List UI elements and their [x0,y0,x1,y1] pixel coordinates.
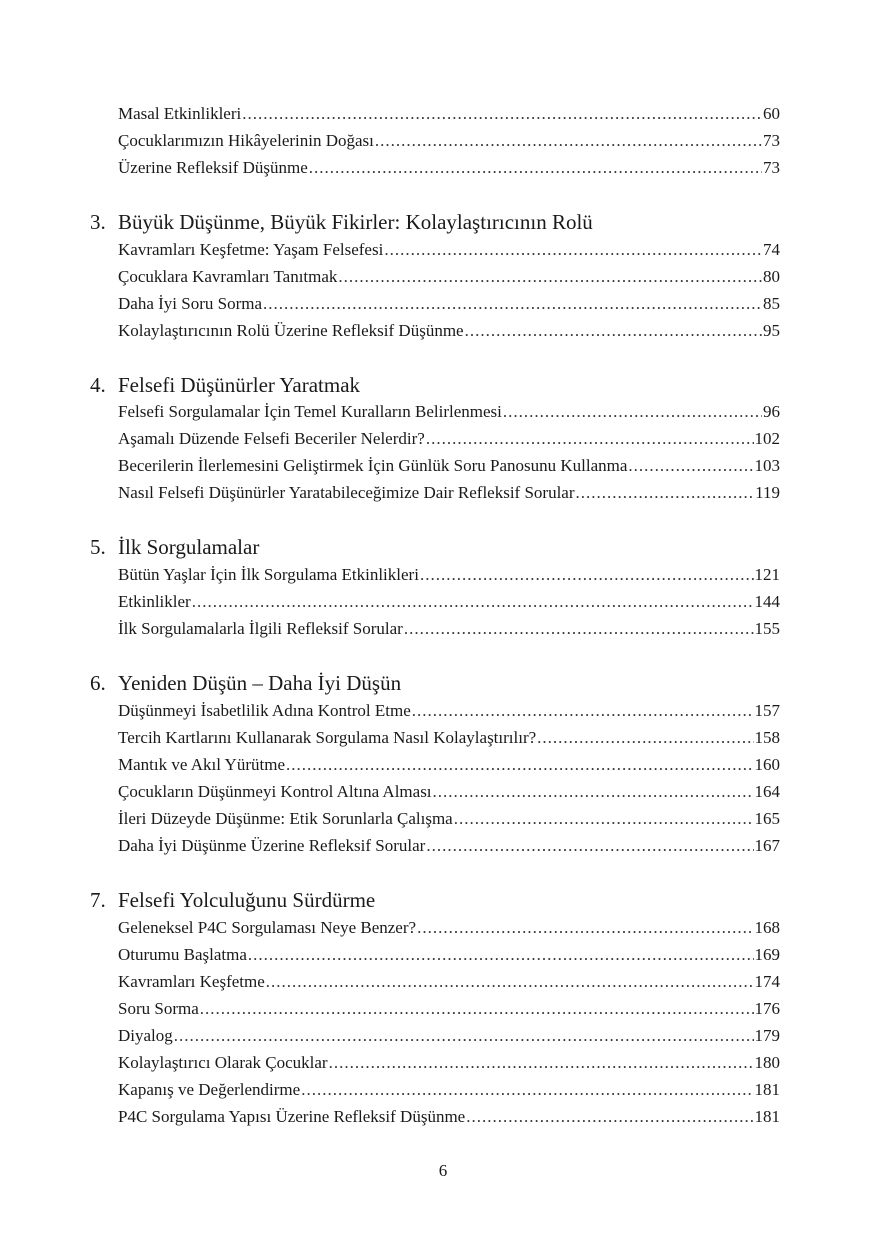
chapter-heading[interactable] [90,533,790,561]
toc-entry[interactable] [118,805,780,832]
toc-entry-page: 176 [754,999,780,1018]
toc-entry-title: Felsefi Sorgulamalar İçin Temel Kuralların Belirlenmesi [118,402,502,421]
toc-entry[interactable] [118,398,780,425]
toc-entry[interactable] [118,1022,780,1049]
toc-entry-title: Kolaylaştırıcı Olarak Çocuklar [118,1053,328,1072]
toc-entry-page: 168 [754,918,780,937]
toc-entry-page: 121 [754,565,780,584]
toc-entry-title: Düşünmeyi İsabetlilik Adına Kontrol Etme [118,701,411,720]
dot-leader [286,751,754,778]
dot-leader [466,1103,753,1130]
toc-entry[interactable] [118,588,780,615]
toc-entry-title: Üzerine Refleksif Düşünme [118,158,308,177]
toc-entry[interactable] [118,317,780,344]
toc-entry[interactable] [118,561,780,588]
toc-entry-title: Masal Etkinlikleri [118,104,242,123]
toc-entry-page: 169 [754,945,780,964]
dot-leader [426,832,753,859]
toc-entry-page: 174 [754,972,780,991]
toc-entry-page: 73 [763,131,780,150]
chapter-number: 6. [90,671,106,695]
toc-entry-page: 157 [754,701,780,720]
chapter-title: Felsefi Düşünürler Yaratmak [118,373,361,397]
dot-leader [242,100,762,127]
toc-entry[interactable] [118,100,780,127]
chapter-heading[interactable] [90,208,790,236]
toc-entry[interactable] [118,263,780,290]
dot-leader [248,941,754,968]
toc-entry[interactable] [118,1049,780,1076]
dot-leader [174,1022,754,1049]
toc-entry-title: Daha İyi Soru Sorma [118,294,263,313]
toc-entry[interactable] [118,941,780,968]
toc-entry[interactable] [118,236,780,263]
toc-entry[interactable] [118,479,780,506]
toc-entry-title: Nasıl Felsefi Düşünürler Yaratabileceğimize Dair Refleksif Sorular [118,483,575,502]
toc-entry-page: 74 [763,240,780,259]
toc-entry-page: 179 [754,1026,780,1045]
toc-entry-title: Çocukların Düşünmeyi Kontrol Altına Alması [118,782,432,801]
dot-leader [426,425,754,452]
toc-entry-title: Etkinlikler [118,592,191,611]
chapter-number: 3. [90,210,106,234]
toc-entry-title: Kapanış ve Değerlendirme [118,1080,301,1099]
toc-entry-title: Mantık ve Akıl Yürütme [118,755,285,774]
toc-entry-page: 165 [754,809,780,828]
toc-entry-title: Becerilerin İlerlemesini Geliştirmek İçin Günlük Soru Panosunu Kullanma [118,456,628,475]
toc-entry-page: 85 [763,294,780,313]
toc-entry-page: 144 [754,592,780,611]
chapter-title: Büyük Düşünme, Büyük Fikirler: Kolaylaştırıcının Rolü [118,210,593,234]
toc-entry[interactable] [118,290,780,317]
toc-entry-page: 102 [754,429,780,448]
dot-leader [329,1049,754,1076]
chapter-heading[interactable] [90,669,790,697]
toc-entry-page: 167 [754,836,780,855]
chapter-heading[interactable] [90,371,790,399]
toc-entry-page: 181 [754,1107,780,1126]
dot-leader [404,615,754,642]
toc-entry-page: 60 [763,104,780,123]
toc-entry-page: 96 [763,402,780,421]
dot-leader [375,127,762,154]
chapter-title: İlk Sorgulamalar [118,535,260,559]
toc-entry[interactable] [118,724,780,751]
toc-entry-page: 119 [755,483,780,502]
dot-leader [200,995,754,1022]
chapter-number: 7. [90,888,106,912]
chapter-number: 5. [90,535,106,559]
dot-leader [628,452,753,479]
toc-entry[interactable] [118,751,780,778]
toc-entry[interactable] [118,1103,780,1130]
dot-leader [338,263,762,290]
toc-entry-page: 73 [763,158,780,177]
toc-entry-title: Çocuklarımızın Hikâyelerinin Doğası [118,131,374,150]
toc-entry-title: Daha İyi Düşünme Üzerine Refleksif Sorular [118,836,426,855]
toc-entry[interactable] [118,968,780,995]
toc-entry-title: Kolaylaştırıcının Rolü Üzerine Refleksif Düşünme [118,321,464,340]
dot-leader [384,236,762,263]
toc-entry-title: Kavramları Keşfetme [118,972,265,991]
toc-entry-title: Çocuklara Kavramları Tanıtmak [118,267,338,286]
toc-entry[interactable] [118,154,780,181]
dot-leader [417,914,753,941]
toc-entry[interactable] [118,127,780,154]
toc-entry-page: 103 [754,456,780,475]
toc-entry-page: 180 [754,1053,780,1072]
chapter-number: 4. [90,373,106,397]
toc-entry-title: İlk Sorgulamalarla İlgili Refleksif Sorular [118,619,403,638]
toc-entry-page: 164 [754,782,780,801]
dot-leader [537,724,753,751]
toc-entry-title: Oturumu Başlatma [118,945,247,964]
toc-entry-title: Kavramları Keşfetme: Yaşam Felsefesi [118,240,384,259]
toc-entry[interactable] [118,452,780,479]
toc-entry-title: İleri Düzeyde Düşünme: Etik Sorunlarla Çalışma [118,809,453,828]
dot-leader [576,479,755,506]
dot-leader [192,588,754,615]
dot-leader [420,561,754,588]
toc-entry[interactable] [118,697,780,724]
chapter-title: Yeniden Düşün – Daha İyi Düşün [118,671,402,695]
toc-entry[interactable] [118,832,780,859]
dot-leader [412,697,754,724]
toc-entry[interactable] [118,995,780,1022]
dot-leader [503,398,762,425]
toc-entry-page: 160 [754,755,780,774]
toc-entry-page: 181 [754,1080,780,1099]
toc-entry[interactable] [118,425,780,452]
chapter-heading[interactable] [90,886,790,914]
dot-leader [309,154,762,181]
toc-entry[interactable] [118,1076,780,1103]
toc-entry[interactable] [118,778,780,805]
dot-leader [465,317,762,344]
toc-entry-page: 155 [754,619,780,638]
chapter-title: Felsefi Yolculuğunu Sürdürme [118,888,376,912]
dot-leader [454,805,754,832]
toc-entry[interactable] [118,914,780,941]
toc-entry-title: Diyalog [118,1026,173,1045]
dot-leader [433,778,754,805]
dot-leader [266,968,754,995]
dot-leader [263,290,762,317]
toc-entry-title: P4C Sorgulama Yapısı Üzerine Refleksif Düşünme [118,1107,466,1126]
dot-leader [301,1076,753,1103]
toc-entry-title: Aşamalı Düzende Felsefi Beceriler Nelerdir? [118,429,425,448]
toc-entry-page: 158 [754,728,780,747]
toc-entry-page: 80 [763,267,780,286]
page-number: 6 [438,1161,448,1180]
toc-entry-title: Tercih Kartlarını Kullanarak Sorgulama Nasıl Kolaylaştırılır? [118,728,537,747]
toc-entry[interactable] [118,615,780,642]
toc-entry-title: Soru Sorma [118,999,199,1018]
toc-entry-page: 95 [763,321,780,340]
toc-entry-title: Geleneksel P4C Sorgulaması Neye Benzer? [118,918,417,937]
toc-entry-title: Bütün Yaşlar İçin İlk Sorgulama Etkinlikleri [118,565,419,584]
